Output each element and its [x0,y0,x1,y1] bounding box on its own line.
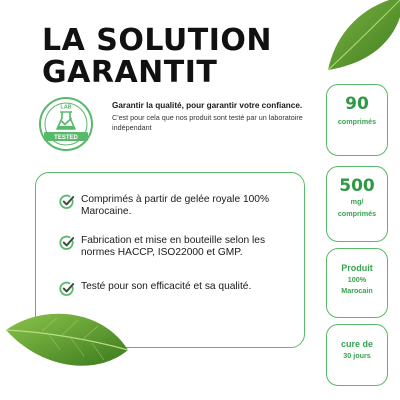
page-title [42,25,272,89]
lab-flask-check-icon [57,112,75,129]
origin-country: Marocain [341,285,373,295]
check-circle-icon [59,235,75,251]
cure-box [326,324,388,386]
leaf-icon [2,300,132,380]
origin-label: Produit [341,263,373,273]
cure-label: cure de [340,339,373,349]
origin-percent: 100% [347,275,367,284]
feature-text: Comprimés à partir de gelée royale 100% Marocaine. [81,194,269,217]
feature-item [59,281,294,297]
feature-item [59,235,294,259]
guarantee-subtext: C'est pour cela que nos produit sont testé par un laboratoire indépendant [112,113,303,132]
count-value: 90 [345,94,369,114]
check-circle-icon [59,281,75,297]
origin-box [326,248,388,318]
count-box [326,84,388,156]
guarantee-heading: Garantir la qualité, pour garantir votre confiance. [112,101,303,110]
leaf-icon [318,0,400,82]
guarantee-block [112,100,312,132]
feature-text: Testé pour son efficacité et sa qualité. [81,281,252,292]
title-line-1: LA SOLUTION [42,23,273,58]
feature-text: Fabrication et mise en bouteille selon les normes HACCP, ISO22000 et GMP. [81,235,266,258]
lab-tested-badge [38,96,94,152]
dosage-box [326,166,388,242]
check-circle-icon [59,194,75,210]
count-unit: comprimés [337,117,377,126]
dosage-unit-line-2: comprimés [337,208,377,218]
badge-bottom-text: TESTED [54,135,78,141]
dosage-unit-line-1: mg/ [350,197,364,206]
badge-top-text: LAB [60,104,72,111]
cure-duration: 30 jours [343,351,371,360]
title-line-2: GARANTIT [42,55,218,90]
dosage-value: 500 [339,176,375,196]
feature-item [59,194,294,218]
